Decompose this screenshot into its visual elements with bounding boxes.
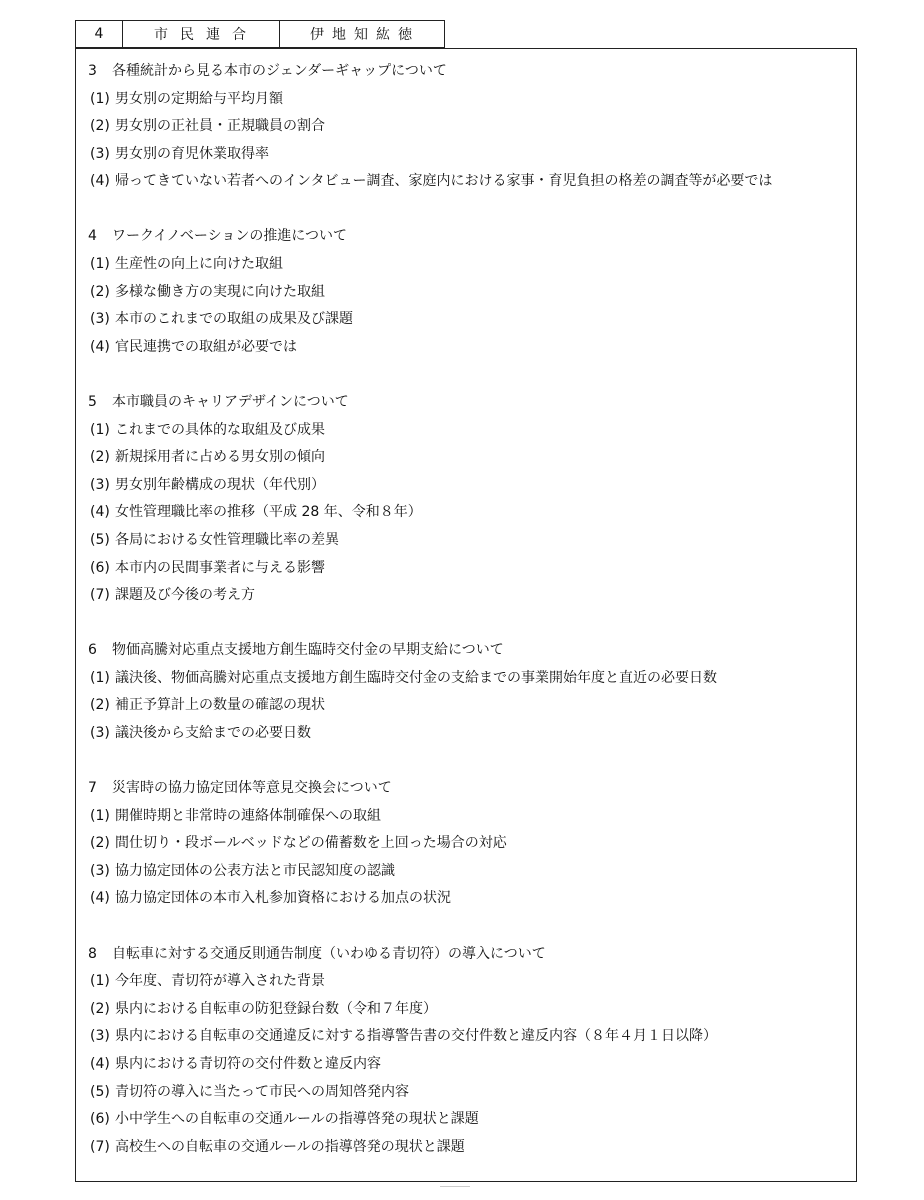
item-text: 生産性の向上に向けた取組	[115, 256, 283, 273]
item-number: (2)	[90, 449, 110, 466]
questioner-number: 4	[76, 21, 123, 48]
question-section	[88, 637, 846, 747]
item-number: (7)	[90, 587, 110, 604]
question-content-box	[75, 48, 857, 1182]
item-number: (5)	[90, 531, 110, 548]
section-title	[88, 389, 846, 417]
list-item	[88, 472, 846, 500]
section-number: 6	[88, 642, 97, 659]
questioner-header-table	[75, 20, 445, 48]
list-item	[88, 692, 846, 720]
item-text: 各局における女性管理職比率の差異	[115, 531, 339, 548]
list-item	[88, 968, 846, 996]
item-text: 新規採用者に占める男女別の傾向	[115, 449, 325, 466]
item-text: 協力協定団体の公表方法と市民認知度の認識	[115, 862, 395, 879]
list-item	[88, 527, 846, 555]
item-number: (4)	[90, 504, 110, 521]
list-item	[88, 251, 846, 279]
section-title	[88, 223, 846, 251]
item-number: (2)	[90, 283, 110, 300]
section-title-text: 各種統計から見る本市のジェンダーギャップについて	[112, 63, 447, 79]
list-item	[88, 141, 846, 169]
item-number: (7)	[90, 1138, 110, 1155]
list-item	[88, 996, 846, 1024]
item-number: (2)	[90, 118, 110, 135]
section-title-text: 自転車に対する交通反則通告制度（いわゆる青切符）の導入について	[112, 945, 546, 962]
list-item	[88, 306, 846, 334]
list-item	[88, 720, 846, 748]
item-number: (2)	[90, 835, 110, 852]
item-number: (4)	[90, 338, 110, 355]
list-item	[88, 1134, 846, 1162]
item-text: 多様な働き方の実現に向けた取組	[115, 283, 325, 300]
list-item	[88, 444, 846, 472]
item-number: (3)	[90, 476, 110, 493]
item-text: 協力協定団体の本市入札参加資格における加点の状況	[115, 890, 451, 907]
item-number: (3)	[90, 1028, 110, 1045]
item-text: これまでの具体的な取組及び成果	[115, 421, 325, 438]
item-text: 男女別の定期給与平均月額	[115, 90, 283, 107]
item-number: (6)	[90, 559, 110, 576]
list-item	[88, 858, 846, 886]
item-text: 本市内の民間事業者に与える影響	[115, 559, 325, 576]
section-title-text: 災害時の協力協定団体等意見交換会について	[112, 780, 392, 797]
item-text: 高校生への自転車の交通ルールの指導啓発の現状と課題	[115, 1138, 465, 1155]
section-title	[88, 775, 846, 803]
questioner-name: 伊地知紘徳	[280, 21, 445, 48]
list-item	[88, 1106, 846, 1134]
item-number: (3)	[90, 724, 110, 741]
item-text: 男女別の育児休業取得率	[115, 145, 269, 162]
item-text: 補正予算計上の数量の確認の現状	[115, 697, 325, 714]
question-section	[88, 775, 846, 913]
item-number: (1)	[90, 807, 110, 824]
item-text: 帰ってきていない若者へのインタビュー調査、家庭内における家事・育児負担の格差の調査等が必要では	[115, 173, 773, 190]
section-number: 3	[88, 63, 97, 79]
item-text: 議決後、物価高騰対応重点支援地方創生臨時交付金の支給までの事業開始年度と直近の必要日数	[115, 669, 717, 686]
item-text: 県内における自転車の防犯登録台数（令和７年度）	[115, 1000, 437, 1017]
section-number: 7	[88, 780, 97, 797]
item-number: (1)	[90, 90, 110, 107]
section-number: 5	[88, 393, 97, 410]
item-number: (3)	[90, 311, 110, 328]
party-name: 市民連合	[123, 21, 280, 48]
section-title-text: 本市職員のキャリアデザインについて	[112, 393, 349, 410]
list-item	[88, 885, 846, 913]
question-section	[88, 58, 846, 196]
item-text: 課題及び今後の考え方	[115, 587, 255, 604]
item-number: (4)	[90, 173, 110, 190]
item-number: (5)	[90, 1083, 110, 1100]
item-text: 議決後から支給までの必要日数	[115, 724, 311, 741]
list-item	[88, 1079, 846, 1107]
section-number: 4	[88, 228, 97, 245]
list-item	[88, 168, 846, 196]
item-number: (1)	[90, 669, 110, 686]
section-title-text: 物価高騰対応重点支援地方創生臨時交付金の早期支給について	[112, 642, 504, 659]
question-section	[88, 389, 846, 610]
item-text: 女性管理職比率の推移（平成 28 年、令和８年）	[115, 504, 422, 521]
list-item	[88, 334, 846, 362]
item-text: 男女別の正社員・正規職員の割合	[115, 118, 325, 135]
list-item	[88, 1051, 846, 1079]
item-number: (2)	[90, 1000, 110, 1017]
item-number: (1)	[90, 256, 110, 273]
item-text: 官民連携での取組が必要では	[115, 338, 297, 355]
item-text: 今年度、青切符が導入された背景	[115, 973, 325, 990]
list-item	[88, 1023, 846, 1051]
item-text: 本市のこれまでの取組の成果及び課題	[115, 311, 353, 328]
page-footer-mark	[440, 1186, 470, 1193]
section-number: 8	[88, 945, 97, 962]
question-sections	[88, 58, 846, 1189]
item-text: 間仕切り・段ボールベッドなどの備蓄数を上回った場合の対応	[115, 835, 507, 852]
section-title	[88, 58, 846, 86]
item-number: (4)	[90, 890, 110, 907]
item-text: 県内における青切符の交付件数と違反内容	[115, 1055, 381, 1072]
list-item	[88, 279, 846, 307]
item-text: 県内における自転車の交通違反に対する指導警告書の交付件数と違反内容（８年４月１日以降）	[115, 1028, 717, 1045]
list-item	[88, 417, 846, 445]
question-section	[88, 223, 846, 361]
section-title	[88, 637, 846, 665]
item-number: (6)	[90, 1111, 110, 1128]
list-item	[88, 499, 846, 527]
item-text: 小中学生への自転車の交通ルールの指導啓発の現状と課題	[115, 1111, 479, 1128]
item-text: 開催時期と非常時の連絡体制確保への取組	[115, 807, 381, 824]
item-number: (3)	[90, 145, 110, 162]
item-number: (1)	[90, 421, 110, 438]
item-number: (2)	[90, 697, 110, 714]
list-item	[88, 803, 846, 831]
list-item	[88, 113, 846, 141]
list-item	[88, 86, 846, 114]
item-number: (4)	[90, 1055, 110, 1072]
section-title	[88, 941, 846, 969]
item-number: (1)	[90, 973, 110, 990]
question-section	[88, 941, 846, 1162]
item-text: 男女別年齢構成の現状（年代別）	[115, 476, 325, 493]
list-item	[88, 555, 846, 583]
list-item	[88, 830, 846, 858]
list-item	[88, 582, 846, 610]
item-text: 青切符の導入に当たって市民への周知啓発内容	[115, 1083, 409, 1100]
item-number: (3)	[90, 862, 110, 879]
list-item	[88, 665, 846, 693]
section-title-text: ワークイノベーションの推進について	[112, 228, 348, 245]
